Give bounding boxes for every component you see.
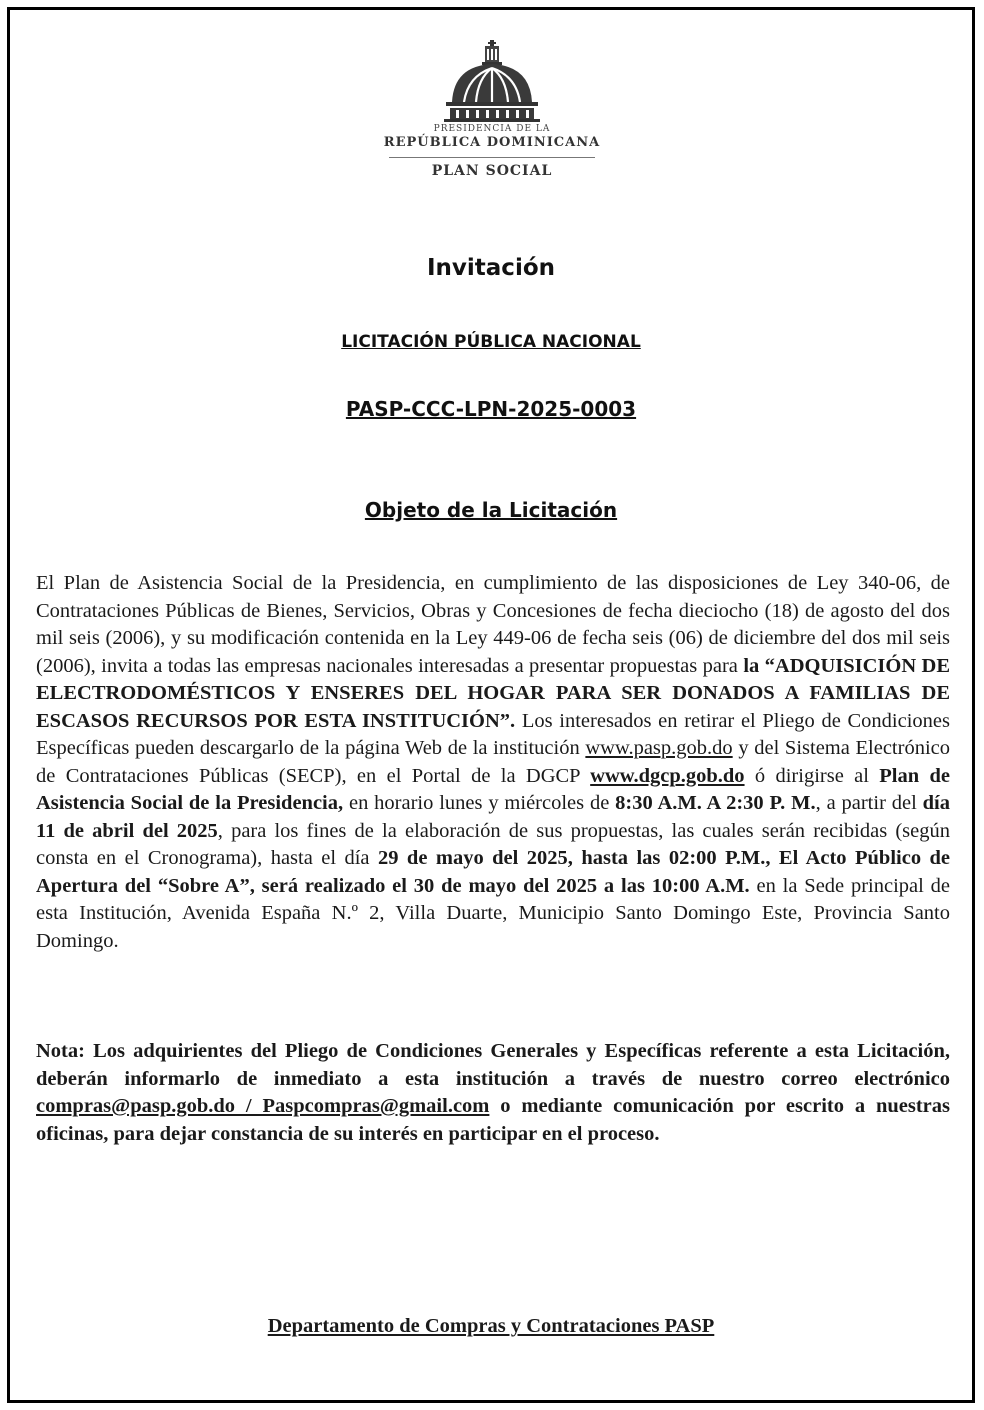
tender-code-heading: PASP-CCC-LPN-2025-0003 [345, 397, 637, 421]
logo-presidencia-text: PRESIDENCIA DE LA [433, 124, 551, 134]
body-text-3: y del Sistema Electrónico de Contrataciones Públicas (SECP), en el Portal de la DGCP [36, 737, 950, 787]
note-text-2: o mediante comunicación por escrito a nuestras oficinas, para dejar constancia de su interés en participar en el proceso. [36, 1095, 950, 1145]
body-text-5: en horario lunes y miércoles de [343, 792, 616, 814]
body-text-2: Los interesados en retirar el Pliego de Condiciones Específicas pueden descargarlo de la página Web de la institución [36, 709, 950, 759]
logo-divider [389, 157, 595, 158]
body-bold-start-date: día 11 de abril del 2025 [36, 792, 950, 842]
body-bold-hours: 8:30 A.M. A 2:30 P. M. [615, 792, 816, 814]
document-frame [7, 7, 975, 1403]
body-bold-institution: Plan de Asistencia Social de la Presidencia, [36, 764, 950, 814]
note-text-1: Nota: Los adquirientes del Pliego de Condiciones Generales y Específicas referente a esta Licitación, deberán informarlo de inmediato a esta institución a través de nuestro correo electrónico [36, 1040, 950, 1090]
invitation-title: Invitación [426, 255, 556, 281]
email-link[interactable]: compras@pasp.gob.do / Paspcompras@gmail.com [36, 1095, 490, 1117]
body-bold-title: la “ADQUISICIÓN DE ELECTRODOMÉSTICOS Y ENSERES DEL HOGAR PARA SER DONADOS A FAMILIAS DE ESCASOS RECURSOS POR ESTA INSTITUCIÓN”. [36, 654, 951, 732]
dome-building-icon [444, 40, 540, 122]
body-text-4: ó dirigirse al [744, 764, 880, 787]
body-text-7: , para los fines de la elaboración de sus propuestas, las cuales serán recibidas (según consta en el Cronograma), hasta el día [36, 819, 950, 869]
pasp-website-link[interactable]: www.pasp.gob.do [585, 737, 733, 759]
plan-social-logo [360, 40, 624, 210]
body-text-8: en la Sede principal de esta Institución, Avenida España N.º 2, Villa Duarte, Municipio Santo Domingo Este, Provincia Santo Domingo. [36, 874, 951, 952]
body-bold-deadline: 29 de mayo del 2025, hasta las 02:00 P.M., El Acto Público de Apertura del “Sobre A”, será realizado el 30 de mayo del 2025 a las 10:00 A.M. [36, 847, 951, 897]
note-paragraph [36, 1038, 950, 1148]
tender-object-heading: Objeto de la Licitación [364, 498, 618, 522]
tender-type-heading: LICITACIÓN PÚBLICA NACIONAL [341, 332, 641, 352]
dgcp-website-link[interactable]: www.dgcp.gob.do [590, 764, 745, 787]
department-signature: Departamento de Compras y Contrataciones PASP [267, 1315, 715, 1337]
main-paragraph [36, 570, 950, 955]
logo-republica-text: REPÚBLICA DOMINICANA [383, 135, 601, 150]
body-text-6: , a partir del [815, 792, 923, 814]
logo-plan-social-text: PLAN SOCIAL [431, 163, 553, 179]
body-text-1: El Plan de Asistencia Social de la Presidencia, en cumplimiento de las disposiciones de Ley 340-06, de Contrataciones Públicas de Bienes, Servicios, Obras y Concesiones de fecha dieciocho (18) de agosto del dos mil seis (2006), y su modificación contenida en la Ley 449-06 de fecha seis (06) de diciembre del dos mil seis (2006), invita a todas las empresas nacionales interesadas a presentar propuestas para [36, 572, 950, 677]
